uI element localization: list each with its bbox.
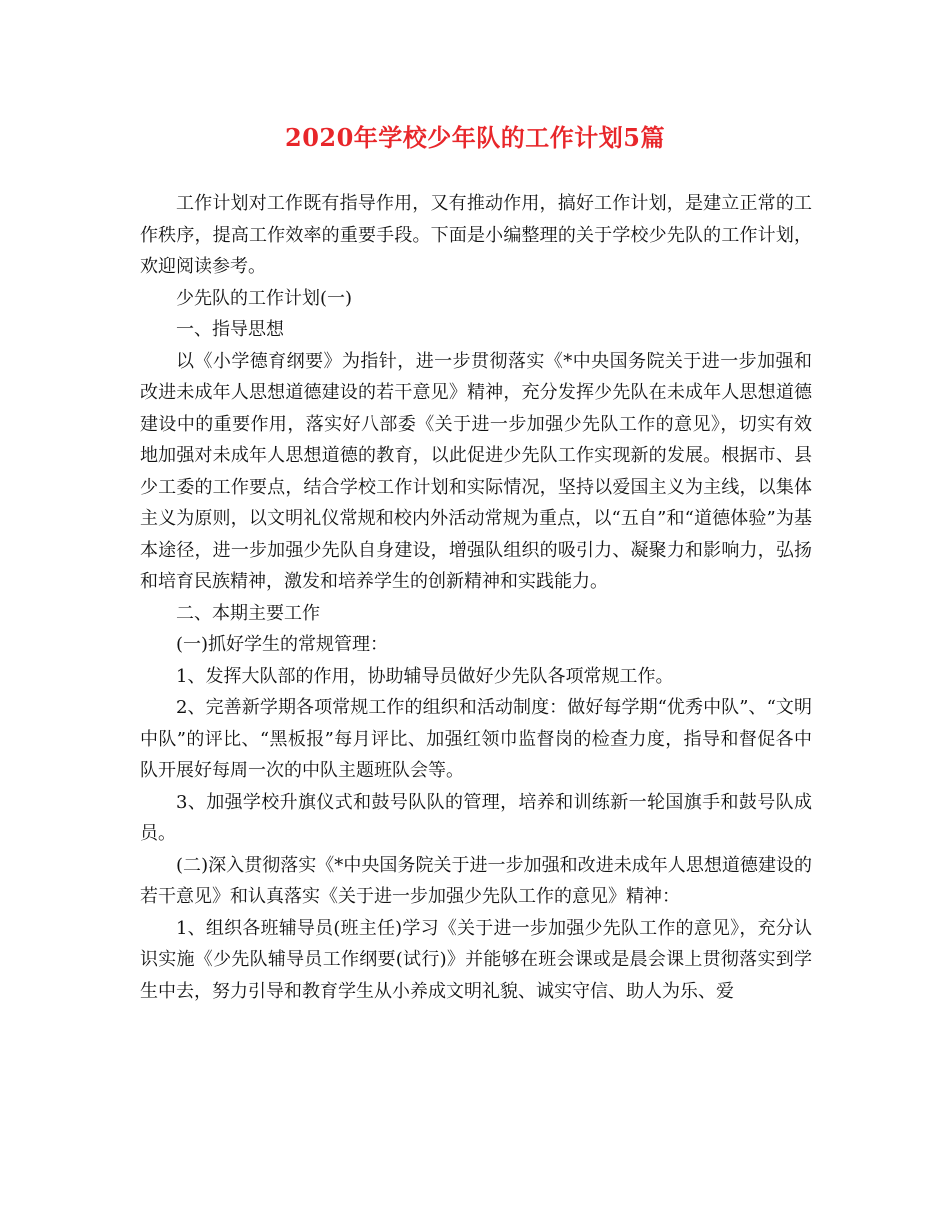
body-paragraph: 以《小学德育纲要》为指针，进一步贯彻落实《*中央国务院关于进一步加强和改进未成年人思想道德建设的若干意见》精神，充分发挥少先队在未成年人思想道德建设中的重要作用，落实好八部委《关于进一步加强少先队工作的意见》，切实有效地加强对未成年人思想道德的教育，以此促进少先队工作实现新的发展。根据市、县少工委的工作要点，结合学校工作计划和实际情况，坚持以爱国主义为主线，以集体主义为原则，以文明礼仪常规和校内外活动常规为重点，以“五自”和“道德体验”为基本途径，进一步加强少先队自身建设，增强队组织的吸引力、凝聚力和影响力，弘扬和培育民族精神，激发和培养学生的创新精神和实践能力。 — [140, 350, 812, 592]
subsection-heading: 二、本期主要工作 — [176, 602, 320, 624]
list-item: 2、完善新学期各项常规工作的组织和活动制度：做好每学期“优秀中队”、“文明中队”的评比、“黑板报”每月评比、加强红领巾监督岗的检查力度，指导和督促各中队开展好每周一次的中队主题班队会等。 — [140, 697, 812, 781]
intro-paragraph: 工作计划对工作既有指导作用，又有推动作用，搞好工作计划，是建立正常的工作秩序，提高工作效率的重要手段。下面是小编整理的关于学校少先队的工作计划，欢迎阅读参考。 — [140, 193, 812, 277]
section-heading: 少先队的工作计划(一) — [176, 287, 353, 309]
list-item: 1、组织各班辅导员(班主任)学习《关于进一步加强少先队工作的意见》，充分认识实施《少先队辅导员工作纲要(试行)》并能够在班会课或是晨会课上贯彻落实到学生中去，努力引导和教育学生从小养成文明礼貌、诚实守信、助人为乐、爱 — [140, 917, 812, 1002]
item-heading: (一)抓好学生的常规管理： — [176, 634, 389, 655]
document-body — [140, 188, 812, 1007]
list-item: 3、加强学校升旗仪式和鼓号队队的管理，培养和训练新一轮国旗手和鼓号队成员。 — [140, 791, 812, 844]
document-title: 2020年学校少年队的工作计划5篇 — [285, 123, 665, 152]
subsection-heading: 一、指导思想 — [176, 319, 284, 340]
list-item: 1、发挥大队部的作用，协助辅导员做好少先队各项常规工作。 — [176, 665, 674, 687]
item-heading: (二)深入贯彻落实《*中央国务院关于进一步加强和改进未成年人思想道德建设的若干意见》和认真落实《关于进一步加强少先队工作的意见》精神： — [140, 854, 812, 907]
